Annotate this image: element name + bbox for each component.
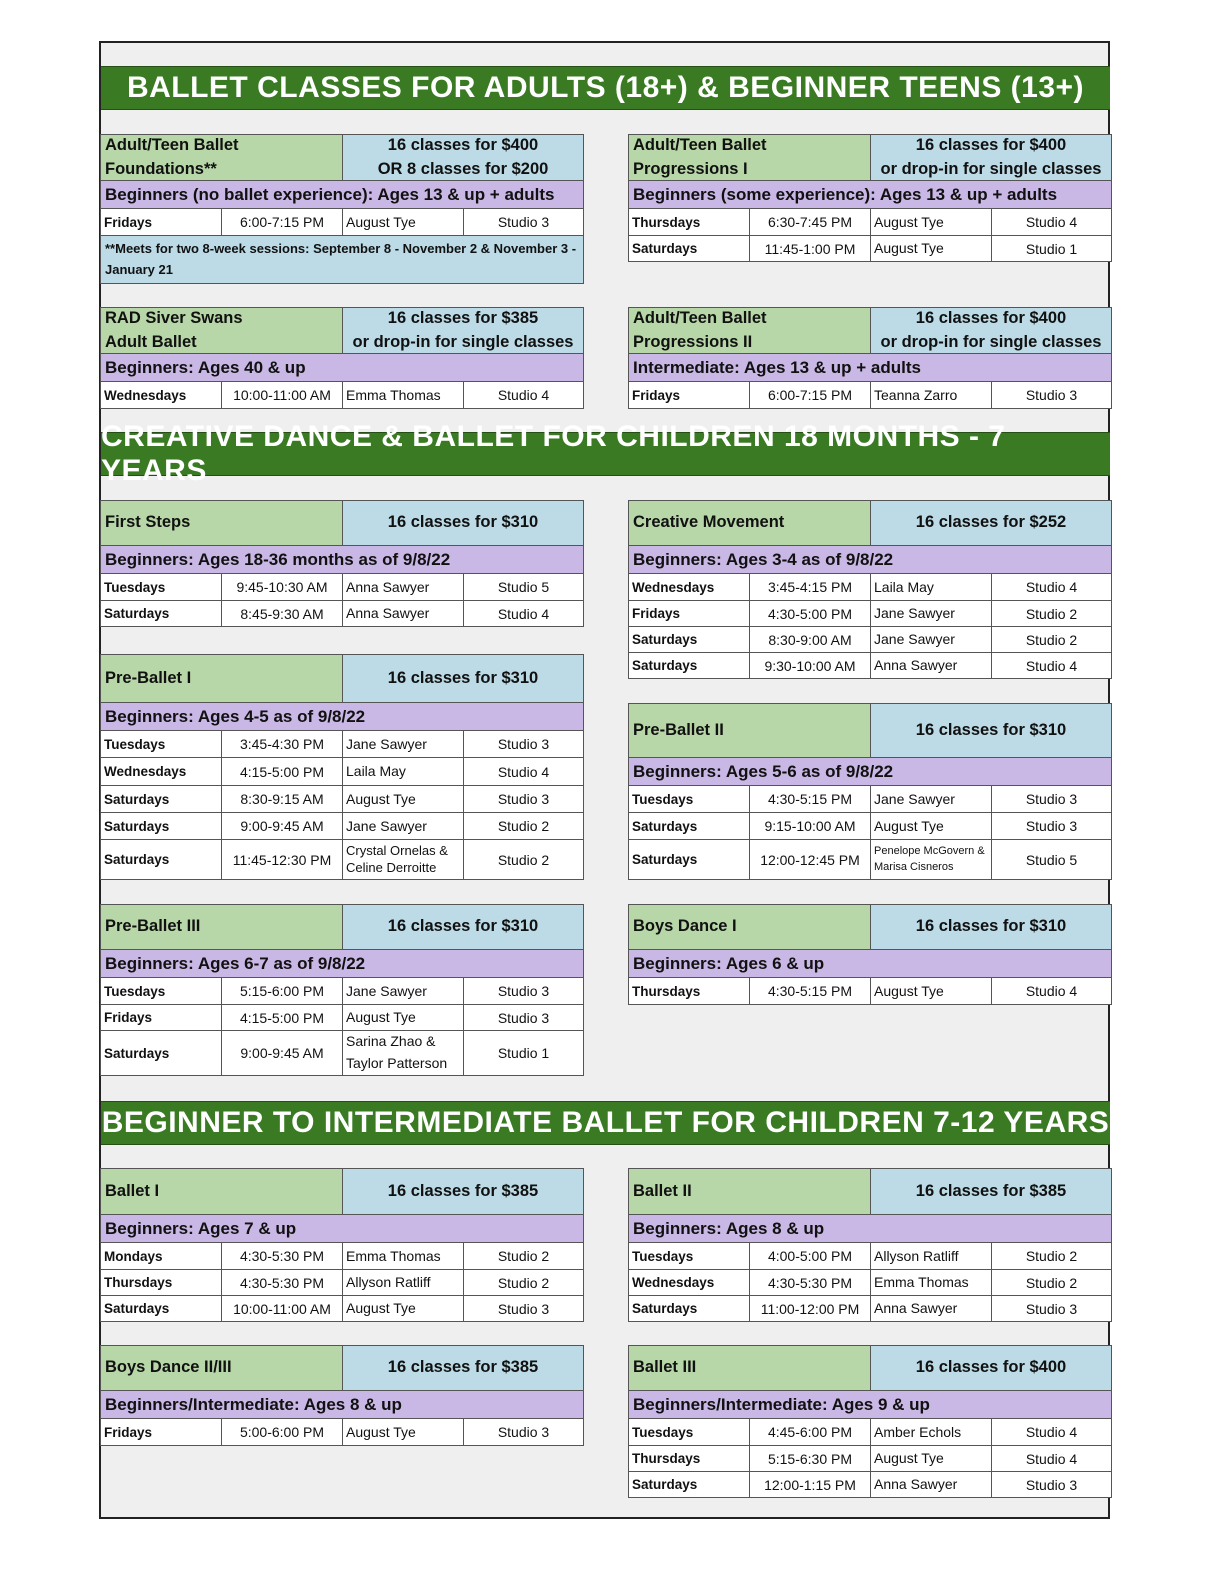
time-cell: 3:45-4:30 PM [222, 731, 343, 757]
instructor-cell: August Tye [343, 1005, 464, 1030]
time-cell: 4:15-5:00 PM [222, 758, 343, 785]
schedule-row [628, 840, 1112, 880]
schedule-row [100, 786, 584, 813]
class-price: 16 classes for $400 OR 8 classes for $200 [343, 135, 583, 180]
studio-cell: Studio 3 [1025, 791, 1078, 807]
class-name: Ballet II [629, 1169, 871, 1214]
time-cell: 4:30-5:15 PM [750, 978, 871, 1004]
schedule-row [628, 653, 1112, 679]
class-price: 16 classes for $310 [343, 501, 583, 545]
studio-cell: Studio 3 [1025, 1300, 1078, 1317]
time-cell: 9:30-10:00 AM [750, 653, 871, 678]
schedule-row [100, 1419, 584, 1446]
schedule-row [100, 382, 584, 409]
day-cell: Wednesdays [629, 1270, 750, 1295]
schedule-row [100, 1296, 584, 1322]
class-block-progressions-1 [628, 134, 1112, 262]
studio-cell: Studio 2 [1025, 631, 1078, 648]
class-block-pre-ballet-2 [628, 703, 1112, 880]
class-price: 16 classes for $310 [343, 905, 583, 949]
instructor-cell: Anna Sawyer [343, 574, 464, 600]
studio-cell: Studio 5 [1025, 851, 1078, 868]
day-cell: Saturdays [629, 840, 750, 879]
schedule-row [628, 574, 1112, 601]
studio-cell: Studio 4 [497, 605, 550, 622]
class-level: Beginners: Ages 6-7 as of 9/8/22 [100, 950, 584, 978]
session-note: **Meets for two 8-week sessions: September 8 - November 2 & November 3 - January 21 [100, 236, 584, 284]
class-name: Adult/Teen Ballet Progressions II [629, 308, 871, 353]
instructor-cell: Jane Sawyer [343, 978, 464, 1004]
studio-cell: Studio 5 [497, 579, 550, 595]
schedule-row [100, 1031, 584, 1076]
day-cell: Thursdays [629, 978, 750, 1004]
class-level: Beginners (some experience): Ages 13 & up + adults [628, 181, 1112, 209]
class-price: 16 classes for $385 [343, 1346, 583, 1390]
class-name: Boys Dance II/III [101, 1346, 343, 1390]
schedule-row [628, 209, 1112, 236]
schedule-row [628, 1296, 1112, 1322]
instructor-cell: Jane Sawyer [343, 731, 464, 757]
instructor-cell: Teanna Zarro [871, 382, 992, 408]
studio-cell: Studio 4 [1025, 983, 1078, 999]
schedule-row [100, 601, 584, 627]
time-cell: 8:30-9:15 AM [222, 786, 343, 812]
class-price: 16 classes for $310 [871, 704, 1111, 757]
instructor-cell: August Tye [343, 786, 464, 812]
time-cell: 6:30-7:45 PM [750, 209, 871, 235]
day-cell: Saturdays [629, 1472, 750, 1497]
schedule-row [628, 1270, 1112, 1296]
instructor-cell: Anna Sawyer [871, 1472, 992, 1497]
day-cell: Fridays [101, 1005, 222, 1030]
class-block-silver-swans [100, 307, 584, 409]
instructor-cell: Laila May [871, 574, 992, 600]
instructor-cell: August Tye [871, 978, 992, 1004]
time-cell: 3:45-4:15 PM [750, 574, 871, 600]
instructor-cell: August Tye [343, 1296, 464, 1321]
class-price: 16 classes for $310 [871, 905, 1111, 949]
instructor-cell: August Tye [871, 209, 992, 235]
instructor-cell: August Tye [871, 813, 992, 839]
studio-cell: Studio 1 [497, 1045, 550, 1061]
day-cell: Fridays [101, 209, 222, 235]
day-cell: Tuesdays [101, 574, 222, 600]
day-cell: Saturdays [629, 236, 750, 261]
day-cell: Wednesdays [629, 574, 750, 600]
class-name: Pre-Ballet II [629, 704, 871, 757]
studio-cell: Studio 3 [497, 1424, 550, 1440]
schedule-row [628, 236, 1112, 262]
instructor-cell: Allyson Ratliff [343, 1270, 464, 1295]
schedule-row [628, 627, 1112, 653]
time-cell: 8:30-9:00 AM [750, 627, 871, 652]
class-name: Boys Dance I [629, 905, 871, 949]
class-block-boys-dance-1 [628, 904, 1112, 1005]
day-cell: Fridays [101, 1419, 222, 1445]
schedule-row [628, 1243, 1112, 1270]
day-cell: Saturdays [101, 786, 222, 812]
studio-cell: Studio 3 [497, 791, 550, 807]
studio-cell: Studio 2 [497, 818, 550, 834]
day-cell: Tuesdays [629, 786, 750, 812]
studio-cell: Studio 3 [497, 1300, 550, 1317]
class-block-ballet-2 [628, 1168, 1112, 1322]
time-cell: 10:00-11:00 AM [222, 1296, 343, 1321]
instructor-cell: Allyson Ratliff [871, 1243, 992, 1269]
day-cell: Saturdays [629, 627, 750, 652]
time-cell: 11:00-12:00 PM [750, 1296, 871, 1321]
studio-cell: Studio 4 [1025, 214, 1078, 230]
schedule-row [100, 758, 584, 786]
class-level: Beginners: Ages 40 & up [100, 354, 584, 382]
instructor-cell: August Tye [871, 236, 992, 261]
instructor-cell: Jane Sawyer [343, 813, 464, 839]
instructor-cell: Emma Thomas [871, 1270, 992, 1295]
time-cell: 6:00-7:15 PM [750, 382, 871, 408]
class-level: Beginners (no ballet experience): Ages 13 & up + adults [100, 181, 584, 209]
day-cell: Tuesdays [101, 978, 222, 1004]
day-cell: Saturdays [629, 813, 750, 839]
time-cell: 12:00-1:15 PM [750, 1472, 871, 1497]
time-cell: 5:15-6:00 PM [222, 978, 343, 1004]
studio-cell: Studio 2 [1025, 605, 1078, 622]
schedule-row [100, 574, 584, 601]
day-cell: Fridays [629, 601, 750, 626]
studio-cell: Studio 3 [1025, 818, 1078, 834]
schedule-row [100, 840, 584, 880]
studio-cell: Studio 3 [497, 214, 550, 230]
section-title-creative: CREATIVE DANCE & BALLET FOR CHILDREN 18 MONTHS - 7 YEARS [101, 432, 1110, 476]
time-cell: 5:00-6:00 PM [222, 1419, 343, 1445]
day-cell: Saturdays [101, 601, 222, 626]
studio-cell: Studio 2 [1025, 1274, 1078, 1291]
instructor-cell: August Tye [871, 1446, 992, 1471]
instructor-cell: August Tye [343, 209, 464, 235]
instructor-cell: Emma Thomas [343, 382, 464, 408]
studio-cell: Studio 3 [497, 736, 550, 752]
class-level: Beginners: Ages 18-36 months as of 9/8/22 [100, 546, 584, 574]
schedule-row [628, 813, 1112, 840]
class-level: Beginners/Intermediate: Ages 8 & up [100, 1391, 584, 1419]
class-name: Adult/Teen Ballet Foundations** [101, 135, 343, 180]
class-name: Pre-Ballet I [101, 655, 343, 702]
studio-cell: Studio 4 [497, 763, 550, 780]
day-cell: Saturdays [101, 813, 222, 839]
time-cell: 12:00-12:45 PM [750, 840, 871, 879]
class-price: 16 classes for $252 [871, 501, 1111, 545]
time-cell: 4:00-5:00 PM [750, 1243, 871, 1269]
schedule-row [628, 1419, 1112, 1446]
schedule-row [100, 813, 584, 840]
day-cell: Thursdays [101, 1270, 222, 1295]
instructor-cell: Jane Sawyer [871, 627, 992, 652]
schedule-row [628, 1446, 1112, 1472]
schedule-row [628, 601, 1112, 627]
instructor-cell: Jane Sawyer [871, 601, 992, 626]
class-block-first-steps [100, 500, 584, 627]
class-name: First Steps [101, 501, 343, 545]
class-block-progressions-2 [628, 307, 1112, 409]
class-block-ballet-3 [628, 1345, 1112, 1498]
class-price: 16 classes for $385 [343, 1169, 583, 1214]
class-block-creative-movement [628, 500, 1112, 679]
time-cell: 9:45-10:30 AM [222, 574, 343, 600]
schedule-row [100, 978, 584, 1005]
time-cell: 11:45-12:30 PM [222, 840, 343, 879]
schedule-row [100, 209, 584, 236]
studio-cell: Studio 2 [497, 1274, 550, 1291]
time-cell: 5:15-6:30 PM [750, 1446, 871, 1471]
class-price: 16 classes for $400 [871, 1346, 1111, 1390]
schedule-row [100, 731, 584, 758]
day-cell: Mondays [101, 1243, 222, 1269]
instructor-cell: Anna Sawyer [343, 601, 464, 626]
day-cell: Thursdays [629, 209, 750, 235]
class-name: Pre-Ballet III [101, 905, 343, 949]
day-cell: Fridays [629, 382, 750, 408]
class-name: Ballet I [101, 1169, 343, 1214]
class-block-pre-ballet-3 [100, 904, 584, 1076]
day-cell: Thursdays [629, 1446, 750, 1471]
day-cell: Tuesdays [629, 1419, 750, 1445]
class-name: Ballet III [629, 1346, 871, 1390]
day-cell: Wednesdays [101, 382, 222, 408]
schedule-row [628, 1472, 1112, 1498]
time-cell: 10:00-11:00 AM [222, 382, 343, 408]
instructor-cell: Anna Sawyer [871, 653, 992, 678]
class-name: Creative Movement [629, 501, 871, 545]
time-cell: 6:00-7:15 PM [222, 209, 343, 235]
studio-cell: Studio 4 [1025, 1450, 1078, 1467]
studio-cell: Studio 3 [1025, 1476, 1078, 1493]
class-level: Beginners: Ages 6 & up [628, 950, 1112, 978]
studio-cell: Studio 1 [1025, 240, 1078, 257]
class-level: Beginners/Intermediate: Ages 9 & up [628, 1391, 1112, 1419]
day-cell: Saturdays [101, 1031, 222, 1075]
class-block-foundations [100, 134, 584, 284]
class-price: 16 classes for $400 or drop-in for single classes [871, 308, 1111, 353]
day-cell: Saturdays [629, 1296, 750, 1321]
class-price: 16 classes for $385 [871, 1169, 1111, 1214]
instructor-cell: Jane Sawyer [871, 786, 992, 812]
studio-cell: Studio 4 [1025, 657, 1078, 674]
time-cell: 4:30-5:30 PM [750, 1270, 871, 1295]
class-price: 16 classes for $400 or drop-in for single classes [871, 135, 1111, 180]
schedule-row [628, 786, 1112, 813]
time-cell: 4:45-6:00 PM [750, 1419, 871, 1445]
time-cell: 9:00-9:45 AM [222, 813, 343, 839]
time-cell: 4:30-5:15 PM [750, 786, 871, 812]
studio-cell: Studio 4 [1025, 1424, 1078, 1440]
class-block-pre-ballet-1 [100, 654, 584, 880]
instructor-cell: Emma Thomas [343, 1243, 464, 1269]
instructor-cell: Laila May [343, 758, 464, 785]
instructor-cell: Crystal Ornelas & Celine Derroitte [343, 840, 464, 879]
day-cell: Tuesdays [629, 1243, 750, 1269]
class-level: Beginners: Ages 7 & up [100, 1215, 584, 1243]
instructor-cell: August Tye [343, 1419, 464, 1445]
time-cell: 4:30-5:00 PM [750, 601, 871, 626]
class-name: RAD Siver Swans Adult Ballet [101, 308, 343, 353]
instructor-cell: Penelope McGovern & Marisa Cisneros [871, 840, 992, 879]
studio-cell: Studio 4 [497, 387, 550, 403]
class-level: Beginners: Ages 4-5 as of 9/8/22 [100, 703, 584, 731]
class-price: 16 classes for $310 [343, 655, 583, 702]
studio-cell: Studio 2 [1025, 1248, 1078, 1264]
studio-cell: Studio 2 [497, 851, 550, 868]
day-cell: Saturdays [101, 1296, 222, 1321]
section-title-children: BEGINNER TO INTERMEDIATE BALLET FOR CHILDREN 7-12 YEARS [101, 1101, 1110, 1145]
class-block-ballet-1 [100, 1168, 584, 1322]
instructor-cell: Anna Sawyer [871, 1296, 992, 1321]
schedule-row [100, 1005, 584, 1031]
time-cell: 4:30-5:30 PM [222, 1243, 343, 1269]
class-level: Beginners: Ages 3-4 as of 9/8/22 [628, 546, 1112, 574]
class-level: Beginners: Ages 5-6 as of 9/8/22 [628, 758, 1112, 786]
studio-cell: Studio 3 [1025, 387, 1078, 403]
section-title-adults: BALLET CLASSES FOR ADULTS (18+) & BEGINNER TEENS (13+) [101, 66, 1110, 110]
day-cell: Wednesdays [101, 758, 222, 785]
schedule-row [628, 382, 1112, 409]
class-name: Adult/Teen Ballet Progressions I [629, 135, 871, 180]
time-cell: 4:30-5:30 PM [222, 1270, 343, 1295]
schedule-row [100, 1270, 584, 1296]
day-cell: Saturdays [629, 653, 750, 678]
class-level: Beginners: Ages 8 & up [628, 1215, 1112, 1243]
class-block-boys-dance-2-3 [100, 1345, 584, 1446]
time-cell: 4:15-5:00 PM [222, 1005, 343, 1030]
studio-cell: Studio 2 [497, 1248, 550, 1264]
studio-cell: Studio 4 [1025, 579, 1078, 595]
time-cell: 11:45-1:00 PM [750, 236, 871, 261]
studio-cell: Studio 3 [497, 1009, 550, 1026]
instructor-cell: Sarina Zhao & Taylor Patterson [343, 1031, 464, 1075]
schedule-row [628, 978, 1112, 1005]
class-price: 16 classes for $385 or drop-in for single classes [343, 308, 583, 353]
studio-cell: Studio 3 [497, 983, 550, 999]
instructor-cell: Amber Echols [871, 1419, 992, 1445]
day-cell: Tuesdays [101, 731, 222, 757]
time-cell: 8:45-9:30 AM [222, 601, 343, 626]
class-level: Intermediate: Ages 13 & up + adults [628, 354, 1112, 382]
schedule-row [100, 1243, 584, 1270]
day-cell: Saturdays [101, 840, 222, 879]
time-cell: 9:00-9:45 AM [222, 1031, 343, 1075]
time-cell: 9:15-10:00 AM [750, 813, 871, 839]
